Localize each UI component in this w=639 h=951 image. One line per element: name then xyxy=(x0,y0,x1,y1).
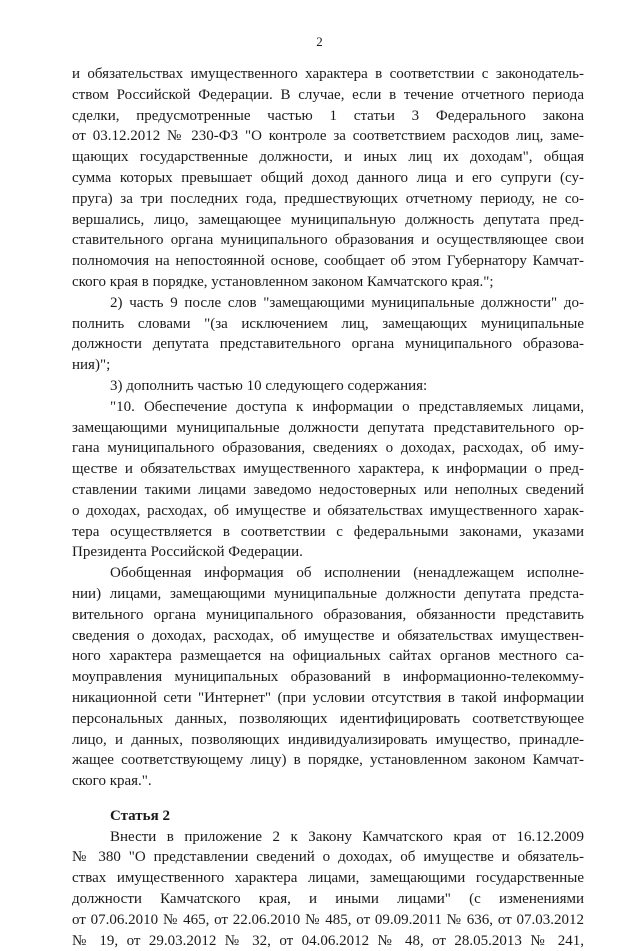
text-line: ставлении такими лицами заведомо недостоверных или неполных сведений xyxy=(72,481,584,498)
text-line: жащее соответствующему лицу) в порядке, установленном законом Камчат- xyxy=(72,752,584,769)
paragraph xyxy=(72,376,584,397)
paragraph xyxy=(72,563,584,792)
text-line: персональных данных, позволяющих идентифицировать соответствующее xyxy=(72,710,584,727)
text-line: сделки, предусмотренные частью 1 статьи 3 Федерального закона xyxy=(72,107,584,124)
text-line: Обобщенная информация об исполнении (ненадлежащем исполне- xyxy=(110,565,584,582)
text-line: пруга) за три последних года, предшествующих отчетному периоду, не со- xyxy=(72,190,584,207)
text-line: Внести в приложение 2 к Закону Камчатского края от 16.12.2009 xyxy=(110,828,584,845)
text-line: 3) дополнить частью 10 следующего содержания: xyxy=(110,377,428,394)
text-line: должности Камчатского края, и иными лицами" (с изменениями xyxy=(72,891,584,908)
text-line: и обязательствах имущественного характера в соответствии с законодатель- xyxy=(72,66,584,82)
text-line: от 03.12.2012 № 230-ФЗ "О контроле за соответствием расходов лиц, заме- xyxy=(72,128,584,145)
text-line: ществе и обязательствах имущественного характера, к информации о пред- xyxy=(72,461,584,478)
paragraph xyxy=(72,293,584,376)
text-line: замещающими муниципальные должности депутата представительного ор- xyxy=(72,419,584,436)
text-line: вершались, лицо, замещающее муниципальную должность депутата пред- xyxy=(72,211,584,228)
text-line: никационной сети "Интернет" (при условии отсутствия в такой информации xyxy=(72,689,584,706)
document-body xyxy=(72,64,584,951)
text-line: Президента Российской Федерации. xyxy=(72,544,303,561)
paragraph xyxy=(72,64,584,293)
text-line: щающих государственные должности, и иных лиц их доходам", общая xyxy=(72,149,584,166)
text-line: полномочия на непостоянной основе, сообщает об этом Губернатору Камчат- xyxy=(72,253,584,270)
text-line: ствах имущественного характера лицами, замещающими государственные xyxy=(72,870,584,887)
text-line: сумма которых превышает общий доход данного лица и его супруги (су- xyxy=(72,169,584,186)
text-line: гана муниципального образования, сведениях о доходах, расходах, об иму- xyxy=(72,440,584,457)
text-line: лицо, и данных, позволяющих индивидуализировать имущество, принадле- xyxy=(72,731,584,748)
text-line: ского края.". xyxy=(72,773,152,790)
text-line: полнить словами "(за исключением лиц, замещающих муниципальные xyxy=(72,315,584,332)
text-line: № 19, от 29.03.2012 № 32, от 04.06.2012 № 48, от 28.05.2013 № 241, xyxy=(72,932,584,949)
page-number: 2 xyxy=(316,34,323,49)
paragraph xyxy=(72,397,584,563)
text-line: ного характера размещается на официальных сайтах органов местного са- xyxy=(72,648,584,665)
text-line: от 07.06.2010 № 465, от 22.06.2010 № 485, от 09.09.2011 № 636, от 07.03.2012 xyxy=(72,911,584,928)
text-line: 2) часть 9 после слов "замещающими муниципальные должности" до- xyxy=(110,294,584,311)
text-line: ством Российской Федерации. В случае, если в течение отчетного периода xyxy=(72,86,584,103)
text-line: о доходах, расходах, об имуществе и обязательствах имущественного харак- xyxy=(72,502,584,519)
text-line: № 380 "О представлении сведений о доходах, об имуществе и обязатель- xyxy=(72,849,584,866)
text-line: вительного органа муниципального образования, обязанности представить xyxy=(72,606,584,623)
text-line: должности депутата представительного органа муниципального образова- xyxy=(72,336,584,353)
text-line: нии) лицами, замещающими муниципальные должности депутата предста- xyxy=(72,585,584,602)
text-line: "10. Обеспечение доступа к информации о представляемых лицами, xyxy=(110,398,584,415)
text-line: ставительного органа муниципального образования и осуществляющее свои xyxy=(72,232,584,249)
text-line: сведения о доходах, расходах, об имуществе и обязательствах имуществен- xyxy=(72,627,584,644)
text-line: ского края в порядке, установленном законом Камчатского края."; xyxy=(72,273,494,290)
article-heading: Статья 2 xyxy=(110,807,170,824)
text-line: моуправления муниципальных образований в информационно-телекомму- xyxy=(72,669,584,686)
text-line: ния)"; xyxy=(72,357,111,374)
text-line: тера осуществляется в соответствии с федеральными законами, указами xyxy=(72,523,584,540)
paragraph xyxy=(72,827,584,951)
